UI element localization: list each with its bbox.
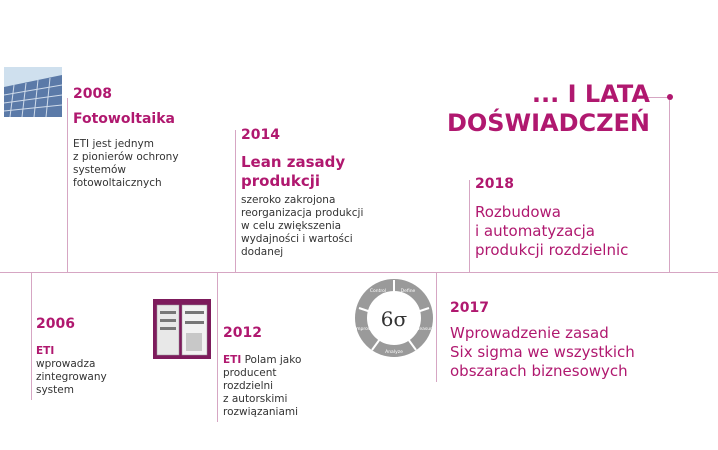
switchboard-image — [153, 299, 211, 359]
text-2012-block — [223, 354, 301, 419]
timeline-connector-right — [669, 100, 670, 272]
six-sigma-cycle-diagram — [354, 280, 435, 356]
connector-2012 — [217, 272, 218, 422]
text-2017: Wprowadzenie zasad Six sigma we wszystkich obszarach biznesowych — [450, 324, 635, 380]
timeline-axis — [0, 272, 718, 273]
connector-2017 — [436, 272, 437, 382]
six-sigma-step-3: Analyze — [385, 350, 403, 355]
year-2017: 2017 — [450, 300, 489, 316]
title-2008: Fotowoltaika — [73, 111, 175, 127]
connector-2014 — [235, 130, 236, 273]
year-2018: 2018 — [475, 176, 514, 192]
connector-2006 — [31, 272, 32, 400]
year-2012: 2012 — [223, 325, 262, 341]
text-2012: Polam jako producent rozdzielni z autorskimi rozwiązaniami — [223, 354, 302, 418]
text-2018: Rozbudowa i automatyzacja produkcji rozdzielnic — [475, 203, 629, 259]
heading-line2: DOŚWIADCZEŃ — [446, 109, 650, 137]
connector-2008 — [67, 98, 68, 273]
six-sigma-label: 6σ — [380, 307, 408, 331]
connector-2018 — [469, 180, 470, 273]
six-sigma-step-5: Control — [369, 289, 387, 294]
brand-2006: ETI — [36, 345, 55, 357]
year-2006: 2006 — [36, 316, 75, 332]
year-2008: 2008 — [73, 86, 112, 102]
timeline-end-dot — [667, 94, 673, 100]
page-heading — [400, 80, 650, 138]
six-sigma-step-4: Improve — [354, 327, 374, 332]
text-2006: wprowadza zintegrowany system — [36, 358, 107, 396]
six-sigma-step-1: Define — [400, 289, 416, 294]
title-2014: Lean zasady produkcji — [241, 153, 346, 190]
text-2014: szeroko zakrojona reorganizacja produkcji w celu zwiększenia wydajności i wartości dodanej — [241, 194, 364, 258]
text-2008: ETI jest jednym z pionierów ochrony systemów fotowoltaicznych — [73, 138, 179, 189]
text-2006-block — [36, 345, 107, 397]
year-2014: 2014 — [241, 127, 280, 143]
six-sigma-step-2: Measure — [415, 327, 435, 332]
heading-line1: ... I LATA — [531, 80, 650, 108]
brand-2012: ETI — [223, 354, 242, 366]
solar-panel-image — [4, 67, 62, 117]
